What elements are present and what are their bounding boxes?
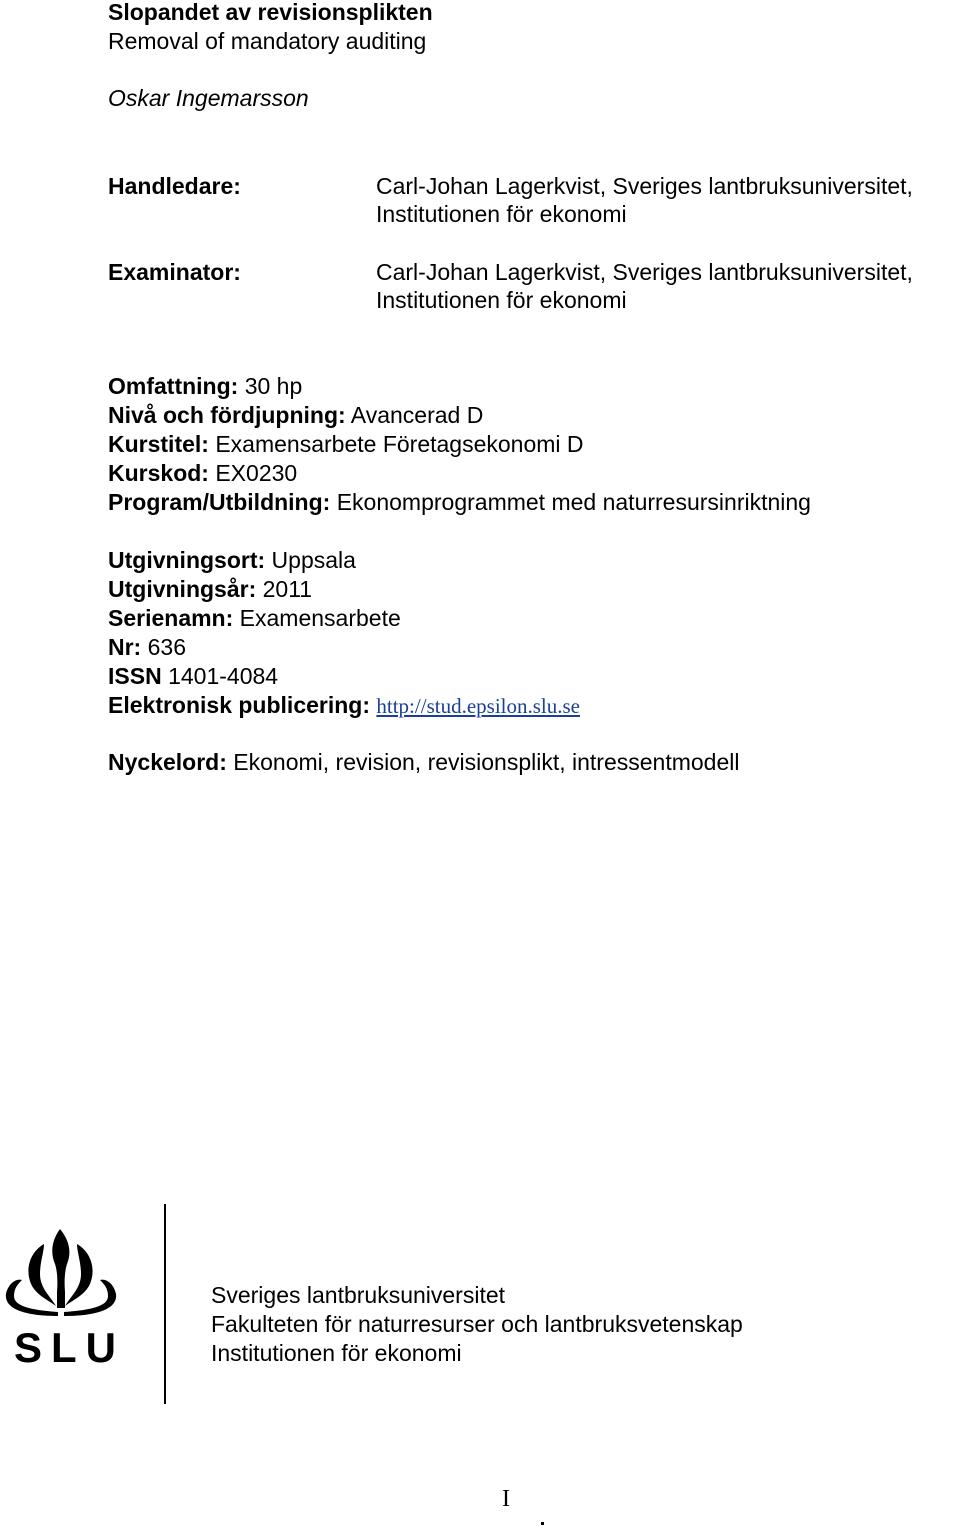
- university-name: Sveriges lantbruksuniversitet: [211, 1282, 506, 1308]
- issn-label: ISSN: [108, 663, 162, 689]
- issn-value: 1401-4084: [161, 663, 279, 689]
- page-dot: [541, 1522, 544, 1525]
- course-title-label: Kurstitel:: [108, 431, 209, 457]
- course-level-row: [108, 401, 483, 430]
- electronic-publication-link[interactable]: http://stud.epsilon.slu.se: [376, 694, 580, 718]
- course-scope-value: 30 hp: [238, 373, 303, 399]
- examiner-department: Institutionen för ekonomi: [376, 287, 627, 313]
- program-label: Program/Utbildning:: [108, 489, 331, 515]
- keywords-value: Ekonomi, revision, revisionsplikt, intressentmodell: [226, 749, 740, 775]
- examiner-label: Examinator:: [108, 259, 241, 285]
- publication-year-row: [108, 575, 312, 604]
- document-title: Slopandet av revisionsplikten: [108, 0, 433, 25]
- course-level-label: Nivå och fördjupning:: [108, 402, 346, 428]
- page-number: I: [502, 1486, 510, 1512]
- electronic-publication-row: [108, 691, 580, 721]
- course-code-row: [108, 459, 297, 488]
- course-code-label: Kurskod:: [108, 460, 209, 486]
- issn-row: [108, 662, 278, 691]
- series-number-label: Nr:: [108, 634, 142, 660]
- course-level-value: Avancerad D: [345, 402, 484, 428]
- publication-place-value: Uppsala: [265, 547, 356, 573]
- logo-divider: [164, 1204, 166, 1404]
- course-scope-label: Omfattning:: [108, 373, 239, 399]
- publication-year-label: Utgivningsår:: [108, 576, 257, 602]
- course-scope-row: [108, 372, 302, 401]
- series-number-value: 636: [141, 634, 186, 660]
- course-code-value: EX0230: [208, 460, 298, 486]
- slu-plant-logo-icon: [0, 1226, 150, 1366]
- series-number-row: [108, 633, 186, 662]
- series-name-row: [108, 604, 401, 633]
- series-name-value: Examensarbete: [233, 605, 401, 631]
- publication-place-row: [108, 546, 356, 575]
- author-name: Oskar Ingemarsson: [108, 85, 309, 111]
- supervisor-label: Handledare:: [108, 173, 241, 199]
- program-row: [108, 488, 811, 517]
- slu-logo-text: SLU: [14, 1324, 125, 1366]
- supervisor-name: Carl-Johan Lagerkvist, Sveriges lantbruksuniversitet,: [376, 173, 913, 199]
- document-subtitle: Removal of mandatory auditing: [108, 28, 427, 54]
- faculty-name: Fakulteten för naturresurser och lantbruksvetenskap: [211, 1311, 743, 1337]
- electronic-publication-label: Elektronisk publicering:: [108, 692, 370, 718]
- course-title-value: Examensarbete Företagsekonomi D: [208, 431, 584, 457]
- publication-year-value: 2011: [256, 576, 313, 602]
- publication-place-label: Utgivningsort:: [108, 547, 266, 573]
- keywords-row: [108, 748, 739, 777]
- supervisor-department: Institutionen för ekonomi: [376, 201, 627, 227]
- course-title-row: [108, 430, 584, 459]
- series-name-label: Serienamn:: [108, 605, 234, 631]
- department-name: Institutionen för ekonomi: [211, 1340, 462, 1366]
- examiner-name: Carl-Johan Lagerkvist, Sveriges lantbruksuniversitet,: [376, 259, 913, 285]
- program-value: Ekonomprogrammet med naturresursinriktning: [330, 489, 811, 515]
- keywords-label: Nyckelord:: [108, 749, 227, 775]
